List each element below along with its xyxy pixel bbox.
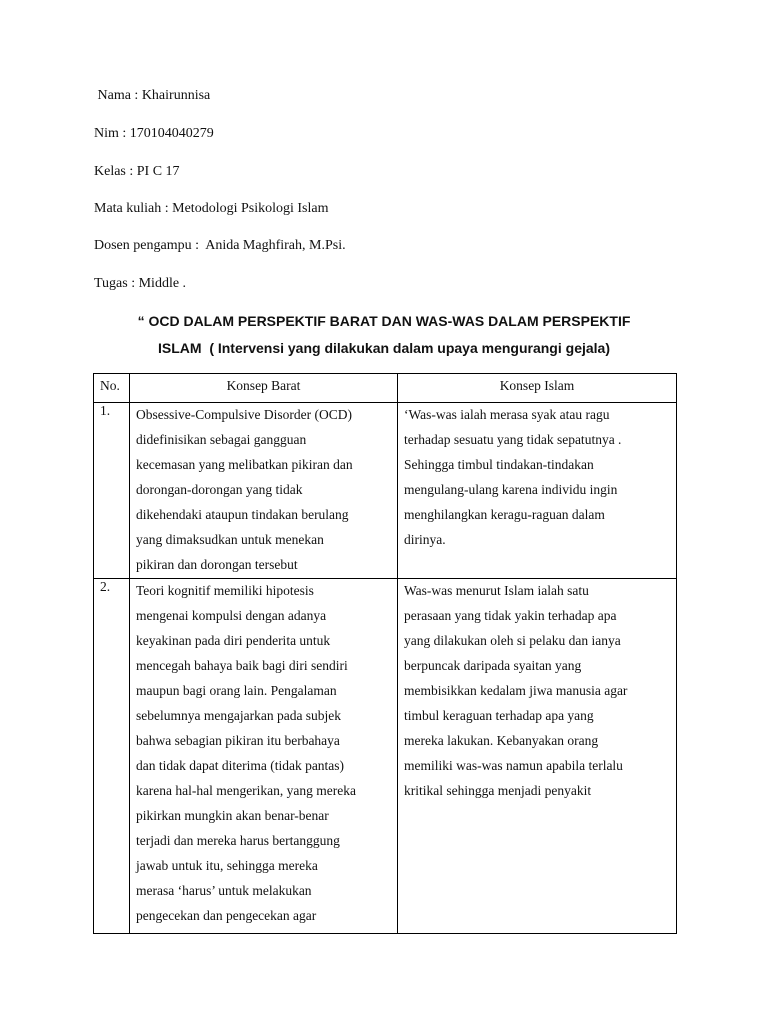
cell-text-line: sebelumnya mengajarkan pada subjek (136, 708, 342, 723)
comparison-table (93, 373, 677, 934)
konsep-barat-cell (130, 579, 398, 934)
cell-text-line: dan tidak dapat diterima (tidak pantas) (136, 758, 345, 773)
cell-text-line: terjadi dan mereka harus bertanggung (136, 833, 340, 848)
cell-text-line: merasa ‘harus’ untuk melakukan (136, 883, 312, 898)
student-class: Kelas : PI C 17 (94, 164, 180, 179)
cell-text-line: Was-was menurut Islam ialah satu (404, 583, 589, 598)
konsep-islam-cell (398, 403, 677, 579)
cell-text-line: perasaan yang tidak yakin terhadap apa (404, 608, 617, 623)
cell-text-line: bahwa sebagian pikiran itu berbahaya (136, 733, 340, 748)
cell-text-line: karena hal-hal mengerikan, yang mereka (136, 783, 357, 798)
cell-text-line: yang dimaksudkan untuk menekan (136, 532, 324, 547)
cell-text-line: mereka lakukan. Kebanyakan orang (404, 733, 599, 748)
cell-text-line: dirinya. (404, 532, 446, 547)
cell-text-line: terhadap sesuatu yang tidak sepatutnya . (404, 432, 622, 447)
cell-text-line: mengulang-ulang karena individu ingin (404, 482, 618, 497)
cell-text-line: menghilangkan keragu-raguan dalam (404, 507, 605, 522)
cell-text-line: membisikkan kedalam jiwa manusia agar (404, 683, 628, 698)
cell-text-line: yang dilakukan oleh si pelaku dan ianya (404, 633, 621, 648)
cell-text-line: kritikal sehingga menjadi penyakit (404, 783, 592, 798)
lecturer-name: Dosen pengampu : Anida Maghfirah, M.Psi. (94, 238, 346, 253)
cell-text-line: mencegah bahaya baik bagi diri sendiri (136, 658, 348, 673)
header-konsep-islam: Konsep Islam (398, 374, 677, 403)
cell-text-line: pengecekan dan pengecekan agar (136, 908, 317, 923)
cell-text-line: berpuncak daripada syaitan yang (404, 658, 582, 673)
cell-text-line: maupun bagi orang lain. Pengalaman (136, 683, 337, 698)
row-number: 1. (94, 403, 130, 579)
document-title-line-1: “ OCD DALAM PERSPEKTIF BARAT DAN WAS-WAS DALAM PERSPEKTIF (137, 313, 631, 329)
cell-text-line: kecemasan yang melibatkan pikiran dan (136, 457, 353, 472)
konsep-islam-cell (398, 579, 677, 934)
cell-text-line: ‘Was-was ialah merasa syak atau ragu (404, 407, 610, 422)
cell-text-line: memiliki was-was namun apabila terlalu (404, 758, 623, 773)
table-row (94, 579, 677, 934)
cell-text-line: pikirkan mungkin akan benar-benar (136, 808, 329, 823)
table-row (94, 403, 677, 579)
assignment-type: Tugas : Middle . (94, 276, 187, 291)
cell-text-line: jawab untuk itu, sehingga mereka (136, 858, 318, 873)
cell-text-line: Obsessive-Compulsive Disorder (OCD) (136, 407, 352, 422)
konsep-barat-cell (130, 403, 398, 579)
row-number: 2. (94, 579, 130, 934)
header-no: No. (94, 374, 130, 403)
cell-text-line: dikehendaki ataupun tindakan berulang (136, 507, 349, 522)
cell-text-line: mengenai kompulsi dengan adanya (136, 608, 327, 623)
course-name: Mata kuliah : Metodologi Psikologi Islam (94, 201, 329, 216)
document-title-line-2: ISLAM ( Intervensi yang dilakukan dalam upaya mengurangi gejala) (157, 340, 610, 356)
cell-text-line: pikiran dan dorongan tersebut (136, 557, 298, 572)
cell-text-line: Sehingga timbul tindakan-tindakan (404, 457, 594, 472)
cell-text-line: didefinisikan sebagai gangguan (136, 432, 307, 447)
cell-text-line: dorongan-dorongan yang tidak (136, 482, 303, 497)
cell-text-line: timbul keraguan terhadap apa yang (404, 708, 594, 723)
header-konsep-barat: Konsep Barat (130, 374, 398, 403)
student-nim: Nim : 170104040279 (94, 126, 214, 141)
cell-text-line: Teori kognitif memiliki hipotesis (136, 583, 314, 598)
student-name: Nama : Khairunnisa (94, 88, 211, 103)
cell-text-line: keyakinan pada diri penderita untuk (136, 633, 331, 648)
table-header-row (94, 374, 677, 403)
